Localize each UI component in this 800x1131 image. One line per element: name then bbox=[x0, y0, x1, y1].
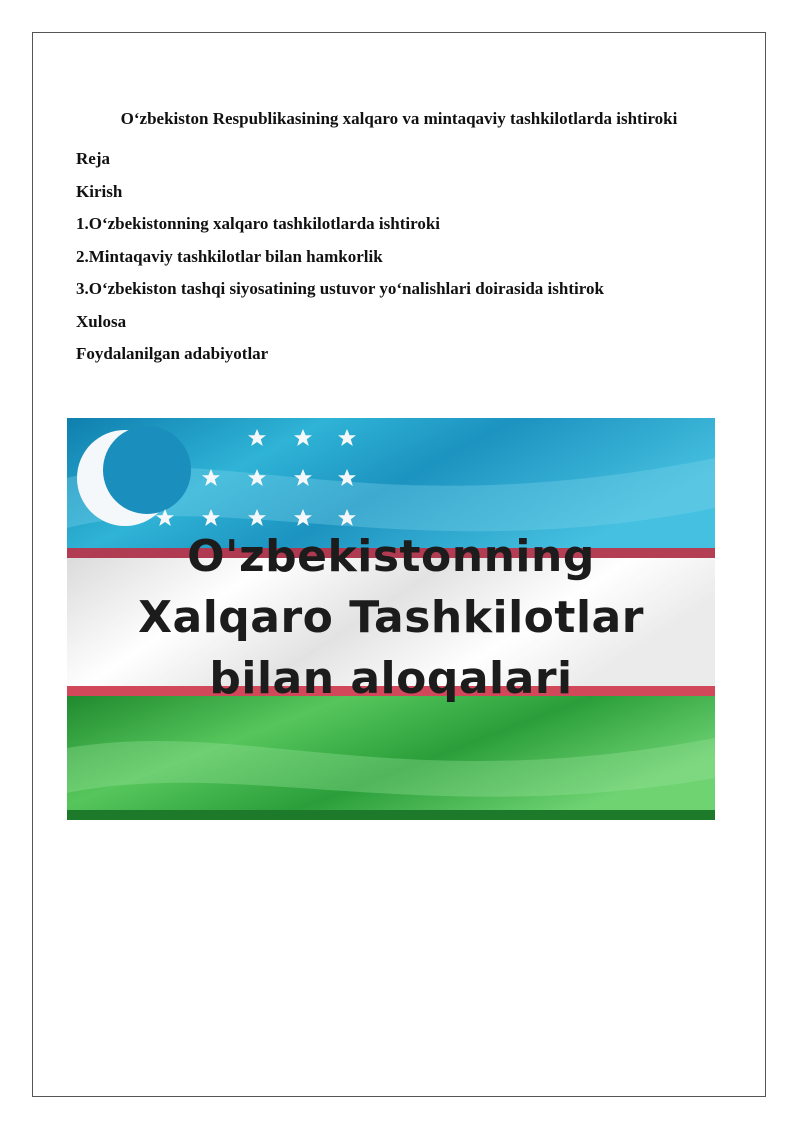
banner-line-3: bilan aloqalari bbox=[209, 653, 573, 704]
plan-item-references: Foydalanilgan adabiyotlar bbox=[76, 344, 269, 363]
plan-item-3: 3.O‘zbekiston tashqi siyosatining ustuvor yo‘nalishlari doirasida ishtirok bbox=[76, 279, 604, 298]
plan-list bbox=[76, 143, 604, 371]
banner-line-2: Xalqaro Tashkilotlar bbox=[138, 592, 644, 643]
document-page bbox=[32, 32, 766, 1097]
document-title: O‘zbekiston Respublikasining xalqaro va mintaqaviy tashkilotlarda ishtiroki bbox=[120, 109, 678, 128]
banner-line-1: O'zbekistonning bbox=[187, 531, 595, 582]
banner-caption bbox=[67, 526, 715, 709]
plan-item-1: 1.O‘zbekistonning xalqaro tashkilotlarda ishtiroki bbox=[76, 214, 440, 233]
plan-heading: Reja bbox=[76, 149, 110, 168]
plan-item-conclusion: Xulosa bbox=[76, 311, 127, 331]
plan-item-2: 2.Mintaqaviy tashkilotlar bilan hamkorlik bbox=[76, 246, 383, 266]
plan-item-introduction: Kirish bbox=[76, 181, 123, 201]
uzbekistan-flag-banner bbox=[67, 418, 715, 820]
